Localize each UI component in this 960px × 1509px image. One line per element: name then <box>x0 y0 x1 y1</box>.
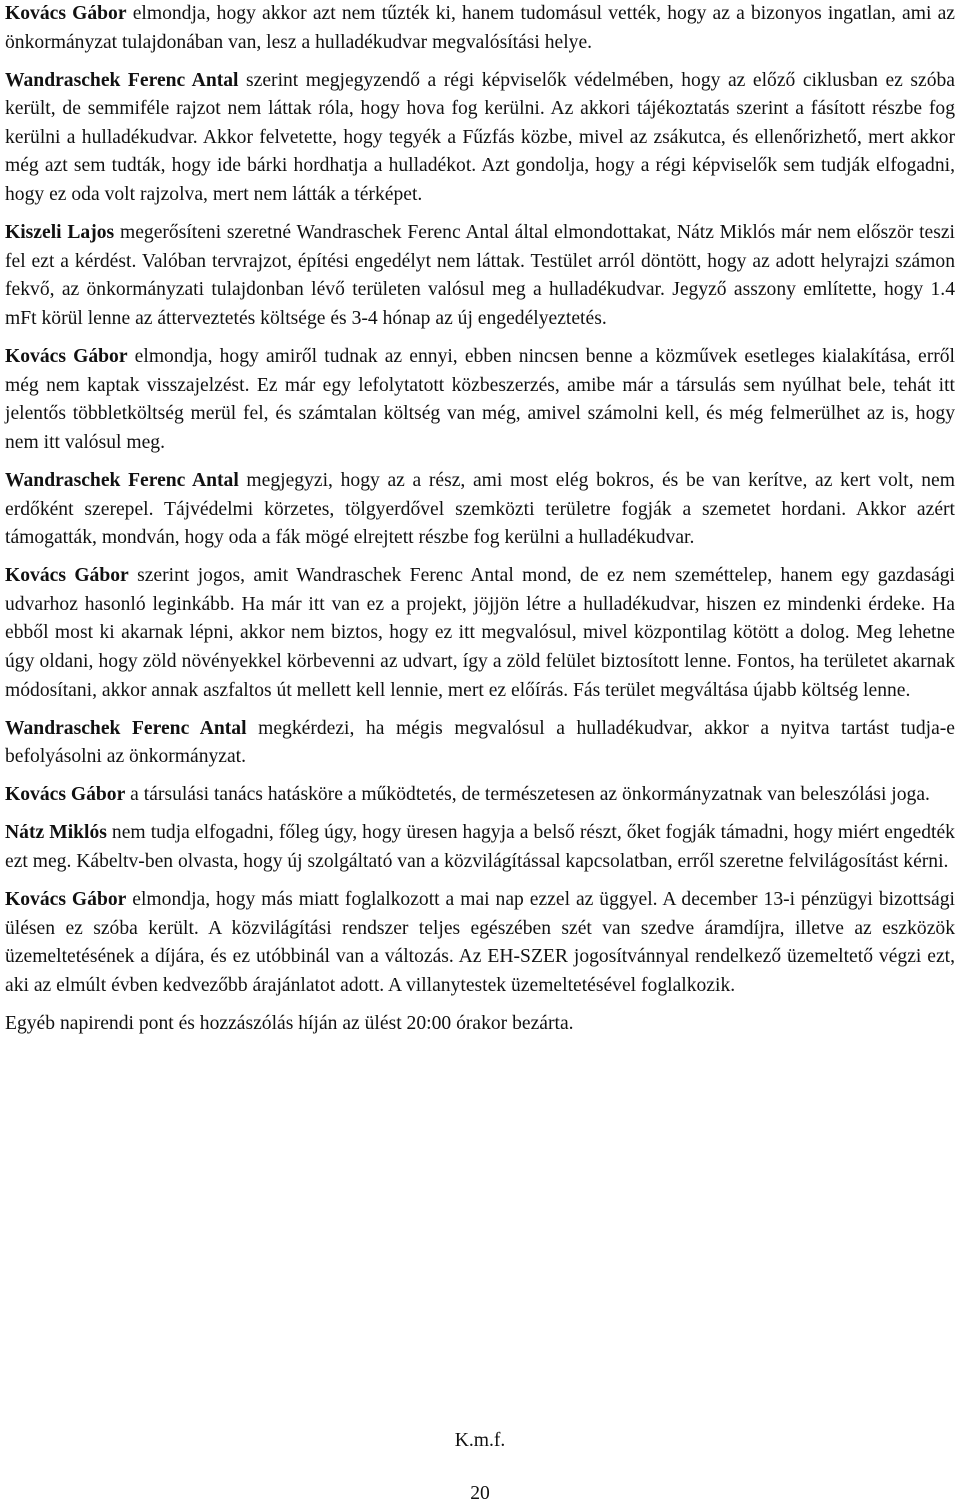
speaker-name: Kovács Gábor <box>5 889 127 911</box>
paragraph-10 <box>5 886 955 1000</box>
paragraph-4 <box>5 343 955 457</box>
speaker-name: Nátz Miklós <box>5 822 107 844</box>
paragraph-text: szerint megjegyzendő a régi képviselők védelmében, hogy az előző ciklusban ez szóba került, de semmiféle rajzot nem láttak róla, hogy hova fog kerülni. Az akkori tájékoztatás szerint a fásított részbe fog kerülni a hulladékudvar. Akkor felvetette, hogy tegyék a Fűzfás közbe, mivel az zsákutca, és ellenőrizhető, mert akkor még azt sem tudták, hogy ide bárki hordhatja a hulladékot. Azt gondolja, hogy a régi képviselők sem tudják elfogadni, hogy ez oda volt rajzolva, mert nem látták a térképet. <box>5 69 955 206</box>
paragraph-text: megerősíteni szeretné Wandraschek Ferenc Antal által elmondottakat, Nátz Miklós már nem először teszi fel ezt a kérdést. Valóban tervrajzot, építési engedélyt nem láttak. Testület arról döntött, hogy az adott helyrajzi számon fekvő, az önkormányzati tulajdonban lévő területen valósul meg a hulladékudvar. Jegyző asszony említette, hogy 1.4 mFt körül lenne az átterveztetés költsége és 3-4 hónap az új engedélyeztetés. <box>5 222 955 329</box>
document-page <box>5 0 955 1048</box>
kmf-signature-line: K.m.f. <box>454 1430 506 1451</box>
speaker-name: Wandraschek Ferenc Antal <box>5 717 247 739</box>
paragraph-7 <box>5 715 955 772</box>
speaker-name: Kovács Gábor <box>5 784 126 806</box>
paragraph-text: megjegyzi, hogy az a rész, ami most elég bokros, és be van kerítve, az kert volt, nem erdőként szerepel. Tájvédelmi körzetes, tölgyerdővel szemközti területre fogják a szemetet hordani. Akkor azért támogatták, mondván, hogy oda a fák mögé elrejtett részbe fog kerülni a hulladékudvar. <box>5 469 955 549</box>
speaker-name: Kovács Gábor <box>5 565 129 587</box>
paragraph-text: elmondja, hogy más miatt foglalkozott a mai nap ezzel az üggyel. A december 13-i pénzügyi bizottsági ülésen ez szóba került. A közvilágítási rendszer teljes egészében szét van szedve áramdíjra, illetve az eszközök üzemeltetésének a díjára, és ez utóbbinál van a változás. Az EH-SZER jogosítvánnyal rendelkező üzemeltető végzi ezt, aki az elmúlt évben kedvezőbb árajánlatot adott. A villanytestek üzemeltetésével foglalkozik. <box>5 889 955 996</box>
speaker-name: Kiszeli Lajos <box>5 222 115 244</box>
paragraph-text: szerint jogos, amit Wandraschek Ferenc Antal mond, de ez nem szeméttelep, hanem egy gazdasági udvarhoz hasonló leginkább. Ha már itt van ez a projekt, jöjjön létre a hulladékudvar, hiszen ez mindenki érdeke. Ha ebből most ki akarnak lépni, akkor nem biztos, hogy ez itt megvalósul, mivel központilag kötött a dolog. Meg lehetne úgy oldani, hogy zöld növényekkel körbevenni az udvart, így a zöld felület biztosított lenne. Fontos, ha területet akarnak módosítani, akkor annak aszfaltos út mellett kell lennie, mert ez előírás. Fás terület megváltása újabb költség lenne. <box>5 565 955 701</box>
paragraph-8 <box>5 781 955 810</box>
paragraph-text: elmondja, hogy amiről tudnak az ennyi, ebben nincsen benne a közművek esetleges kialakítása, erről még nem kaptak visszajelzést. Ez már egy lefolytatott közbeszerzés, amibe már a társulás sem nyúlhat bele, tehát itt jelentős többletköltség merül fel, és számtalan költség van még, amivel számolni kell, és még felmerülhet az is, hogy nem itt valósul meg. <box>5 346 955 453</box>
paragraph-text: nem tudja elfogadni, főleg úgy, hogy üresen hagyja a belső részt, őket fogják támadni, hogy miért engedték ezt meg. Kábeltv-ben olvasta, hogy új szolgáltató van a közvilágítással kapcsolatban, erről szeretne felvilágosítást kérni. <box>5 822 955 873</box>
paragraph-5 <box>5 467 955 553</box>
paragraph-text: elmondja, hogy akkor azt nem tűzték ki, hanem tudomásul vették, hogy az a bizonyos ingatlan, ami az önkormányzat tulajdonában van, lesz a hulladékudvar megvalósítási helye. <box>5 3 955 53</box>
closing-statement <box>5 1010 955 1039</box>
paragraph-6 <box>5 562 955 705</box>
paragraph-text: a társulási tanács hatásköre a működtetés, de természetesen az önkormányzatnak van beleszólási joga. <box>125 784 930 806</box>
paragraph-9 <box>5 819 955 876</box>
paragraph-text: Egyéb napirendi pont és hozzászólás híján az ülést 20:00 órakor bezárta. <box>5 1013 574 1034</box>
speaker-name: Wandraschek Ferenc Antal <box>5 469 239 491</box>
paragraph-1 <box>5 0 955 57</box>
speaker-name: Wandraschek Ferenc Antal <box>5 69 239 91</box>
paragraph-text: megkérdezi, ha mégis megvalósul a hulladékudvar, akkor a nyitva tartást tudja-e befolyásolni az önkormányzat. <box>5 717 955 768</box>
speaker-name: Kovács Gábor <box>5 346 128 368</box>
paragraph-3 <box>5 219 955 333</box>
speaker-name: Kovács Gábor <box>5 3 127 24</box>
paragraph-2 <box>5 67 955 210</box>
page-number: 20 <box>470 1483 490 1504</box>
